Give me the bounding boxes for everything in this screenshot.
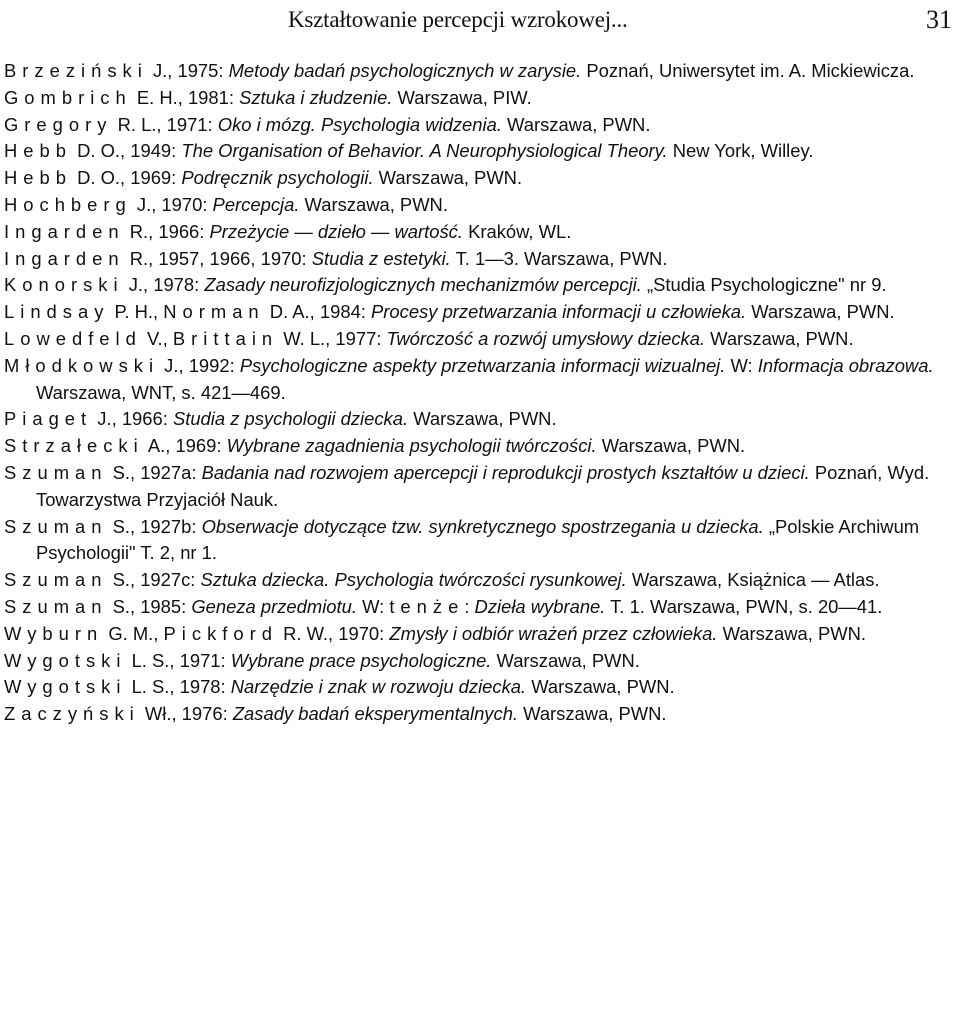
author-name: Pickford: [163, 622, 278, 644]
work-title: Percepcja.: [212, 193, 300, 215]
work-title: Narzędzie i znak w rozwoju dziecka.: [230, 676, 527, 698]
author-name: Brzeziński: [4, 60, 148, 81]
author-initials: J.: [136, 193, 152, 215]
work-title: Wybrane prace psychologiczne.: [230, 649, 492, 671]
publication-year: , 1969:: [165, 435, 227, 457]
work-title: Zmysły i odbiór wrażeń przez człowieka.: [389, 622, 718, 644]
publication-year: , 1971:: [169, 649, 231, 671]
author-initials: S.: [112, 461, 130, 483]
author-initials: D. A.: [269, 301, 310, 323]
author-initials: V.,: [146, 327, 173, 349]
bibliography-entry: [4, 138, 954, 165]
bibliography-entry: [4, 58, 954, 85]
work-title: Sztuka i złudzenie.: [239, 86, 393, 108]
bibliography-entry: [4, 594, 954, 621]
work-title: Podręcznik psychologii.: [181, 167, 374, 189]
work-title: Oko i mózg. Psychologia widzenia.: [217, 113, 502, 135]
author-name: Ingarden: [4, 220, 125, 242]
author-initials: P. H.,: [114, 301, 164, 323]
author-initials: S.: [112, 595, 130, 617]
publication-details: Warszawa, PIW.: [392, 86, 532, 108]
work-title: Psychologiczne aspekty przetwarzania informacji wizualnej.: [239, 354, 726, 376]
author-name: Szuman: [4, 595, 108, 617]
author-name: Hochberg: [4, 193, 132, 215]
bibliography-entry: [4, 460, 954, 514]
bibliography-entry: [4, 621, 954, 648]
author-name: Norman: [163, 301, 265, 323]
work-title: Procesy przetwarzania informacji u człowieka.: [371, 301, 747, 323]
publication-year: , 1970:: [328, 622, 390, 644]
bibliography-entry: [4, 353, 954, 407]
publication-details: „Polskie Archiwum Psychologii" T. 2, nr 1.: [36, 515, 920, 564]
author-initials: R.: [129, 247, 149, 269]
publication-year: , 1992:: [178, 354, 240, 376]
publication-details: Kraków, WL.: [462, 220, 572, 242]
bibliography-entry: [4, 326, 954, 353]
publication-details: Poznań, Wyd. Towarzystwa Przyjaciół Nauk.: [36, 461, 930, 510]
author-name: Piaget: [4, 408, 93, 430]
page-number: 31: [926, 5, 952, 34]
work-title: Twórczość a rozwój umysłowy dziecka.: [386, 327, 706, 349]
bibliography-entry: [4, 272, 954, 299]
work-title: Wybrane zagadnienia psychologii twórczości.: [226, 435, 597, 457]
publication-details: Warszawa, PWN.: [746, 301, 895, 323]
publication-year: , 1966:: [111, 408, 173, 430]
author-initials: L. S.: [131, 649, 170, 671]
bibliography-entry: [4, 219, 954, 246]
bibliography-entry: [4, 192, 954, 219]
publication-year: , 1975:: [167, 60, 229, 81]
author-initials: A.: [147, 435, 166, 457]
publication-year: , 1976:: [171, 703, 233, 725]
work-title: Zasady badań eksperymentalnych.: [232, 703, 519, 725]
bibliography-entry: [4, 406, 954, 433]
publication-year: , 1927c:: [129, 569, 201, 591]
publication-details: Warszawa, PWN.: [518, 703, 667, 725]
author-name: Lindsay: [4, 301, 110, 323]
author-name: Wygotski: [4, 649, 127, 671]
running-title: Kształtowanie percepcji wzrokowej...: [288, 7, 628, 32]
work-title: Informacja obrazowa.: [757, 354, 934, 376]
work-title: Metody badań psychologicznych w zarysie.: [228, 60, 582, 81]
author-initials: J.: [152, 60, 168, 81]
publication-details: W:: [725, 354, 758, 376]
publication-year: , 1957, 1966, 1970:: [148, 247, 312, 269]
publication-year: , 1985:: [129, 595, 192, 617]
publication-details: Warszawa, PWN.: [408, 408, 557, 430]
publication-year: , 1984:: [309, 301, 372, 323]
author-initials: S.: [112, 569, 130, 591]
bibliography-entry: [4, 514, 954, 568]
publication-details: W:: [356, 595, 390, 617]
work-title: Zasady neurofizjologicznych mechanizmów percepcji.: [204, 274, 642, 296]
work-title: Badania nad rozwojem apercepcji i reprodukcji prostych kształtów u dzieci.: [201, 461, 810, 483]
bibliography-entry: [4, 112, 954, 139]
publication-year: , 1978:: [143, 274, 205, 296]
bibliography-entry: [4, 701, 954, 728]
bibliography-entry: [4, 433, 954, 460]
author-name: Konorski: [4, 274, 124, 296]
author-initials: R. W.: [283, 622, 329, 644]
author-name: Młodkowski: [4, 354, 160, 376]
publication-details: Warszawa, PWN.: [717, 622, 866, 644]
author-initials: S.: [112, 515, 130, 537]
publication-details: Warszawa, PWN.: [501, 113, 651, 135]
bibliography-entry: [4, 299, 954, 326]
publication-year: , 1949:: [120, 140, 182, 162]
publication-details: Poznań, Uniwersytet im. A. Mickiewicza.: [581, 60, 915, 81]
author-initials: G. M.,: [108, 622, 164, 644]
separator: :: [464, 595, 475, 617]
bibliography-entry: [4, 567, 954, 594]
author-initials: R. L.: [117, 113, 157, 135]
publication-details: New York, Willey.: [667, 140, 814, 162]
author-name: Strzałecki: [4, 435, 144, 457]
publication-details: Warszawa, Książnica — Atlas.: [626, 569, 880, 591]
author-initials: J.: [164, 354, 179, 376]
author-initials: E. H.: [136, 86, 178, 108]
bibliography-entry: [4, 165, 954, 192]
author-initials: R.: [129, 220, 149, 242]
author-name: Wygotski: [4, 676, 127, 698]
author-name: Lowedfeld: [4, 327, 142, 349]
work-title: Studia z estetyki.: [311, 247, 451, 269]
bibliography-entry: [4, 674, 954, 701]
publication-year: , 1978:: [169, 676, 231, 698]
author-initials: D. O.: [77, 140, 121, 162]
bibliography-list: [4, 58, 954, 728]
publication-year: , 1970:: [151, 193, 213, 215]
work-title: Sztuka dziecka. Psychologia twórczości rysunkowej.: [200, 569, 627, 591]
author-name: Brittain: [172, 327, 279, 349]
publication-details: T. 1. Warszawa, PWN, s. 20—41.: [605, 595, 883, 617]
author-initials: W. L.: [283, 327, 326, 349]
author-name: Szuman: [4, 515, 108, 537]
publication-details: Warszawa, PWN.: [705, 327, 854, 349]
author-name: Wyburn: [4, 622, 104, 644]
publication-year: , 1927a:: [129, 461, 202, 483]
author-name: Gregory: [4, 113, 113, 135]
publication-details: T. 1—3. Warszawa, PWN.: [450, 247, 668, 269]
work-title: Przeżycie — dzieło — wartość.: [209, 220, 463, 242]
author-name: Szuman: [4, 569, 108, 591]
author-initials: D. O.: [77, 167, 121, 189]
author-initials: J.: [128, 274, 143, 296]
work-title: Dzieła wybrane.: [474, 595, 606, 617]
author-initials: L. S.: [131, 676, 170, 698]
publication-year: , 1927b:: [129, 515, 202, 537]
publication-details: Warszawa, PWN.: [491, 649, 640, 671]
publication-year: , 1971:: [156, 113, 218, 135]
work-title: Studia z psychologii dziecka.: [172, 408, 409, 430]
bibliography-entry: [4, 246, 954, 273]
author-name: Ingarden: [4, 247, 125, 269]
work-title: Obserwacje dotyczące tzw. synkretycznego spostrzegania u dziecka.: [201, 515, 764, 537]
author-initials: J.: [97, 408, 112, 430]
publication-details: Warszawa, PWN.: [526, 676, 675, 698]
publication-year: , 1966:: [148, 220, 210, 242]
publication-year: , 1977:: [325, 327, 387, 349]
author-initials: Wł.: [144, 703, 172, 725]
author-name: Szuman: [4, 461, 108, 483]
bibliography-entry: [4, 85, 954, 112]
publication-year: , 1981:: [177, 86, 240, 108]
work-title: The Organisation of Behavior. A Neurophysiological Theory.: [181, 140, 668, 162]
publication-details: Warszawa, PWN.: [299, 193, 448, 215]
work-title: Geneza przedmiotu.: [191, 595, 357, 617]
publication-details: Warszawa, PWN.: [373, 167, 523, 189]
publication-year: , 1969:: [120, 167, 182, 189]
publication-details: „Studia Psychologiczne" nr 9.: [641, 274, 887, 296]
bibliography-entry: [4, 648, 954, 675]
page-header: [0, 4, 960, 36]
author-name: Hebb: [4, 140, 72, 162]
author-reference: tenże: [389, 595, 465, 617]
publication-details: Warszawa, PWN.: [596, 435, 746, 457]
author-name: Gombrich: [4, 86, 132, 108]
author-name: Hebb: [4, 167, 72, 189]
author-name: Zaczyński: [4, 703, 140, 725]
publication-details: Warszawa, WNT, s. 421—469.: [36, 381, 286, 403]
